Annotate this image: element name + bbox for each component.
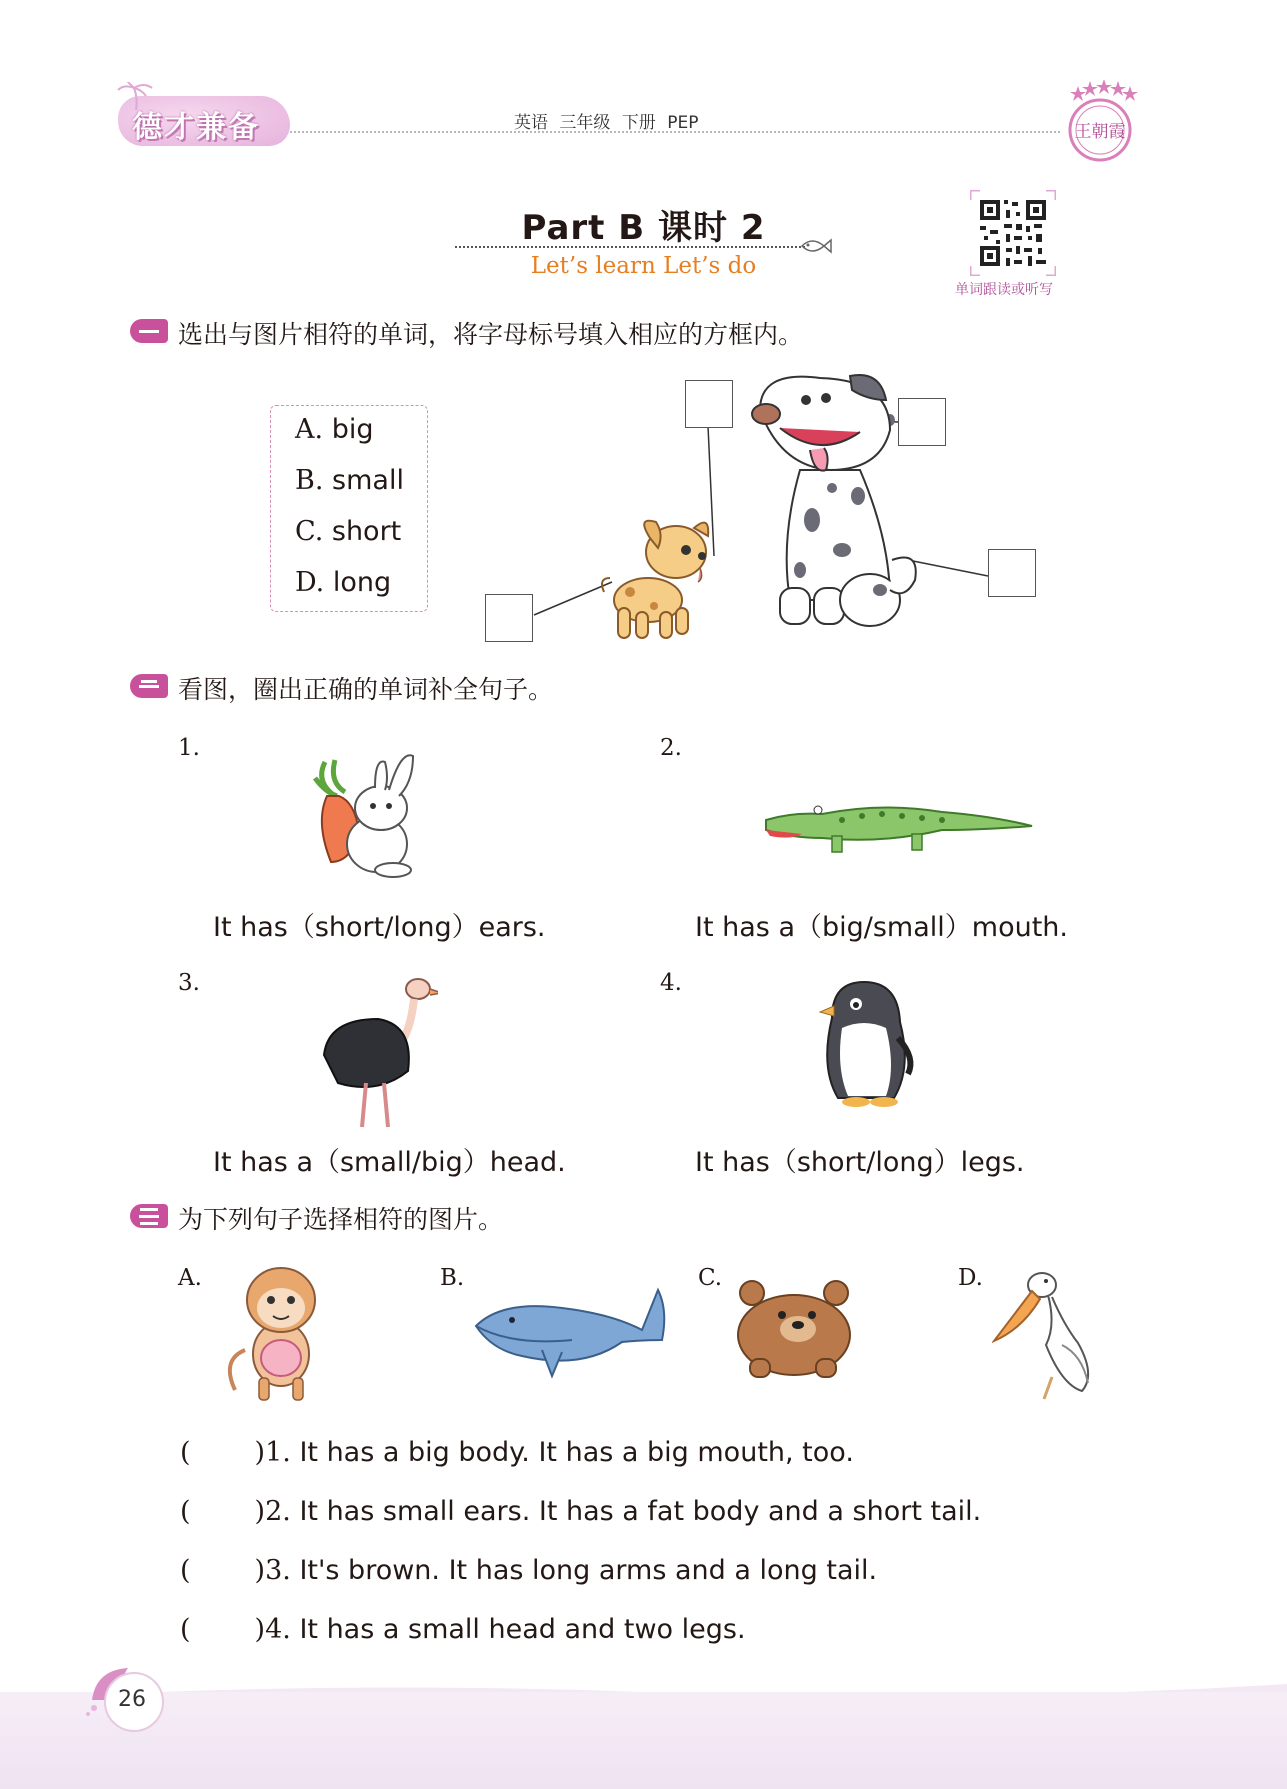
- section-3-badge: [130, 1204, 168, 1228]
- item-4-number: 4.: [660, 970, 682, 996]
- section-2-badge: [130, 674, 168, 698]
- section-1-badge: [130, 319, 168, 343]
- word-option-b: B. small: [295, 465, 404, 496]
- subject-line: 英语 三年级 下册 PEP: [514, 113, 699, 133]
- word-option-d: D. long: [295, 567, 392, 598]
- answer-box-big-dog-tail[interactable]: [988, 549, 1036, 597]
- page-number: 26: [118, 1687, 146, 1712]
- title-underline: [455, 246, 805, 248]
- answer-blank-4[interactable]: (: [180, 1614, 191, 1645]
- author-seal-icon: [1062, 80, 1138, 166]
- item-3-number: 3.: [178, 970, 200, 996]
- item-3-sentence[interactable]: It has a（small/big）head.: [213, 1147, 566, 1178]
- seal-text: 王朝霞: [1074, 122, 1126, 142]
- qr-caption: 单词跟读或听写: [955, 282, 1053, 298]
- section-1-instruction: 选出与图片相符的单词，将字母标号填入相应的方框内。: [178, 320, 804, 349]
- item-4-sentence[interactable]: It has（short/long）legs.: [695, 1147, 1025, 1178]
- page-subtitle: Let’s learn Let’s do: [530, 253, 757, 279]
- item-2-number: 2.: [660, 735, 682, 761]
- whale-picture: [472, 1280, 667, 1380]
- rabbit-picture: [305, 752, 445, 882]
- qr-code-icon[interactable]: [970, 190, 1056, 276]
- word-option-a: A. big: [295, 414, 374, 445]
- picture-b-letter: B.: [440, 1265, 465, 1291]
- question-1: ( )1. It has a big body. It has a big mouth, too.: [180, 1437, 854, 1468]
- answer-box-small-dog-ear[interactable]: [685, 380, 733, 428]
- big-dalmatian-picture: [740, 370, 925, 645]
- pelican-picture: [992, 1265, 1097, 1405]
- brand-name: 德才兼备: [132, 110, 260, 145]
- item-2-sentence[interactable]: It has a（big/small）mouth.: [695, 912, 1068, 943]
- question-2: ( )2. It has small ears. It has a fat body and a short tail.: [180, 1496, 982, 1527]
- ostrich-picture: [318, 975, 438, 1135]
- penguin-picture: [812, 978, 922, 1113]
- item-1-sentence[interactable]: It has（short/long）ears.: [213, 912, 546, 943]
- picture-c-letter: C.: [698, 1265, 723, 1291]
- question-4: ( )4. It has a small head and two legs.: [180, 1614, 746, 1645]
- answer-blank-2[interactable]: (: [180, 1496, 191, 1527]
- item-1-number: 1.: [178, 735, 200, 761]
- picture-a-letter: A.: [178, 1265, 202, 1291]
- page-title: Part B 课时 2: [521, 208, 766, 248]
- section-3-instruction: 为下列句子选择相符的图片。: [178, 1205, 504, 1234]
- question-3: ( )3. It's brown. It has long arms and a long tail.: [180, 1555, 878, 1586]
- section-2-instruction: 看图，圈出正确的单词补全句子。: [178, 675, 554, 704]
- word-option-c: C. short: [295, 516, 402, 547]
- footer-band: [0, 1692, 1287, 1789]
- picture-d-letter: D.: [958, 1265, 983, 1291]
- answer-blank-1[interactable]: (: [180, 1437, 191, 1468]
- bear-picture: [732, 1275, 857, 1380]
- small-puppy-picture: [596, 508, 721, 643]
- crocodile-picture: [762, 790, 1037, 860]
- brand-logo: [118, 88, 293, 148]
- answer-blank-3[interactable]: (: [180, 1555, 191, 1586]
- answer-box-small-dog[interactable]: [485, 594, 533, 642]
- monkey-picture: [225, 1260, 335, 1405]
